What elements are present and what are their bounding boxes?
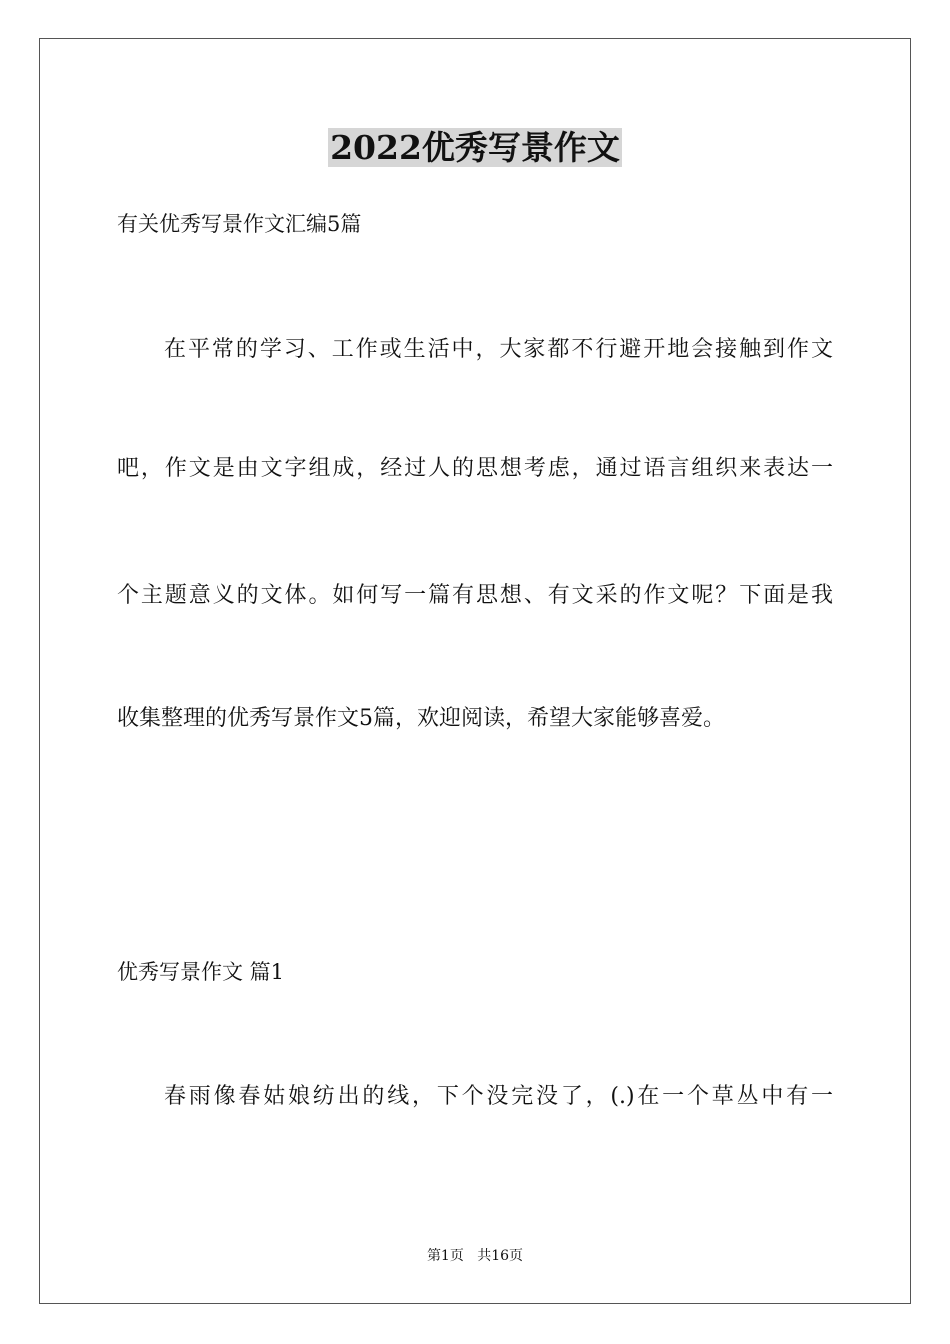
page-number: 第1页 [426, 1248, 464, 1264]
section-heading: 优秀写景作文 篇1 [117, 960, 285, 984]
page-total: 共16页 [477, 1248, 524, 1264]
document-title-text: 2022优秀写景作文 [330, 128, 620, 167]
intro-paragraph-line: 吧，作文是由文字组成，经过人的思想考虑，通过语言组织来表达一 [117, 456, 833, 481]
document-title [0, 124, 950, 172]
document-subtitle: 有关优秀写景作文汇编5篇 [117, 212, 362, 236]
intro-paragraph-line: 收集整理的优秀写景作文5篇，欢迎阅读，希望大家能够喜爱。 [117, 706, 725, 731]
section-paragraph-line: 春雨像春姑娘纺出的线，下个没完没了，(.)在一个草丛中有一 [164, 1084, 833, 1109]
intro-paragraph-line: 在平常的学习、工作或生活中，大家都不行避开地会接触到作文 [164, 337, 833, 362]
intro-paragraph-line: 个主题意义的文体。如何写一篇有思想、有文采的作文呢？下面是我 [117, 583, 833, 608]
page-footer [0, 1246, 950, 1266]
